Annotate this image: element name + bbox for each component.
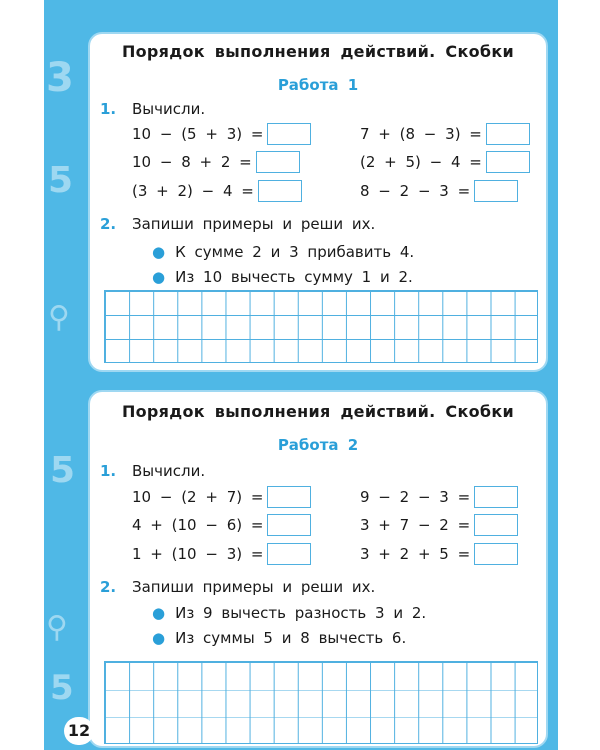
bullet-text: Из суммы 5 и 8 вычесть 6. (175, 629, 407, 647)
answer-box[interactable] (267, 514, 311, 536)
bullet-item (152, 604, 426, 622)
bullet-text: Из 10 вычесть сумму 1 и 2. (175, 268, 413, 286)
equation (132, 180, 302, 202)
task-number: 2. (100, 578, 117, 596)
answer-grid[interactable] (104, 661, 538, 744)
equation (132, 486, 311, 508)
equation (360, 486, 518, 508)
equation (132, 514, 311, 536)
answer-box[interactable] (267, 123, 311, 145)
equation-text: 3 + 2 + 5 = (360, 545, 471, 563)
equation (132, 123, 311, 145)
work-1-card (88, 32, 548, 372)
decorative-magnifier-icon: ⚲ (46, 610, 68, 645)
bullet-icon: ● (152, 268, 166, 286)
decorative-digit-icon: 5 (50, 668, 74, 708)
equation-text: (3 + 2) − 4 = (132, 182, 254, 200)
answer-box[interactable] (486, 151, 530, 173)
answer-box[interactable] (474, 486, 518, 508)
bullet-item (152, 268, 413, 286)
decorative-digit-icon: 5 (50, 450, 76, 491)
bullet-item (152, 243, 414, 261)
decorative-magnifier-icon: ⚲ (48, 300, 70, 335)
answer-box[interactable] (474, 514, 518, 536)
answer-box[interactable] (474, 543, 518, 565)
equation-text: (2 + 5) − 4 = (360, 153, 482, 171)
equation (360, 543, 518, 565)
equation-text: 10 − 8 + 2 = (132, 153, 252, 171)
equation-text: 9 − 2 − 3 = (360, 488, 471, 506)
task-number: 1. (100, 462, 117, 480)
bullet-icon: ● (152, 604, 166, 622)
answer-grid[interactable] (104, 290, 538, 363)
answer-box[interactable] (486, 123, 530, 145)
equation-text: 1 + (10 − 3) = (132, 545, 264, 563)
task-text: Запиши примеры и реши их. (132, 578, 376, 596)
equation (360, 180, 518, 202)
work-2-card (88, 390, 548, 748)
equation (360, 514, 518, 536)
task-text: Запиши примеры и реши их. (132, 215, 376, 233)
equation-text: 7 + (8 − 3) = (360, 125, 482, 143)
section-title: Порядок выполнения действий. Скобки (121, 42, 515, 61)
task-number: 2. (100, 215, 117, 233)
answer-box[interactable] (256, 151, 300, 173)
equation-text: 10 − (5 + 3) = (132, 125, 264, 143)
answer-box[interactable] (267, 486, 311, 508)
bullet-item (152, 629, 406, 647)
equation-text: 3 + 7 − 2 = (360, 516, 471, 534)
work-label: Работа 2 (277, 436, 359, 454)
work-label: Работа 1 (277, 76, 359, 94)
task-number: 1. (100, 100, 117, 118)
equation-text: 4 + (10 − 6) = (132, 516, 264, 534)
answer-box[interactable] (474, 180, 518, 202)
equation (132, 543, 311, 565)
decorative-digit-icon: 5 (48, 160, 74, 201)
bullet-text: К сумме 2 и 3 прибавить 4. (175, 243, 415, 261)
bullet-icon: ● (152, 629, 166, 647)
section-title: Порядок выполнения действий. Скобки (121, 402, 515, 421)
page-number: 12 (64, 717, 94, 745)
equation (360, 123, 530, 145)
bullet-text: Из 9 вычесть разность 3 и 2. (175, 604, 427, 622)
bullet-icon: ● (152, 243, 166, 261)
answer-box[interactable] (258, 180, 302, 202)
decorative-digit-icon: 3 (46, 55, 74, 101)
task-text: Вычисли. (132, 462, 206, 480)
task-text: Вычисли. (132, 100, 206, 118)
equation-text: 10 − (2 + 7) = (132, 488, 264, 506)
equation (132, 151, 300, 173)
answer-box[interactable] (267, 543, 311, 565)
equation-text: 8 − 2 − 3 = (360, 182, 471, 200)
equation (360, 151, 530, 173)
